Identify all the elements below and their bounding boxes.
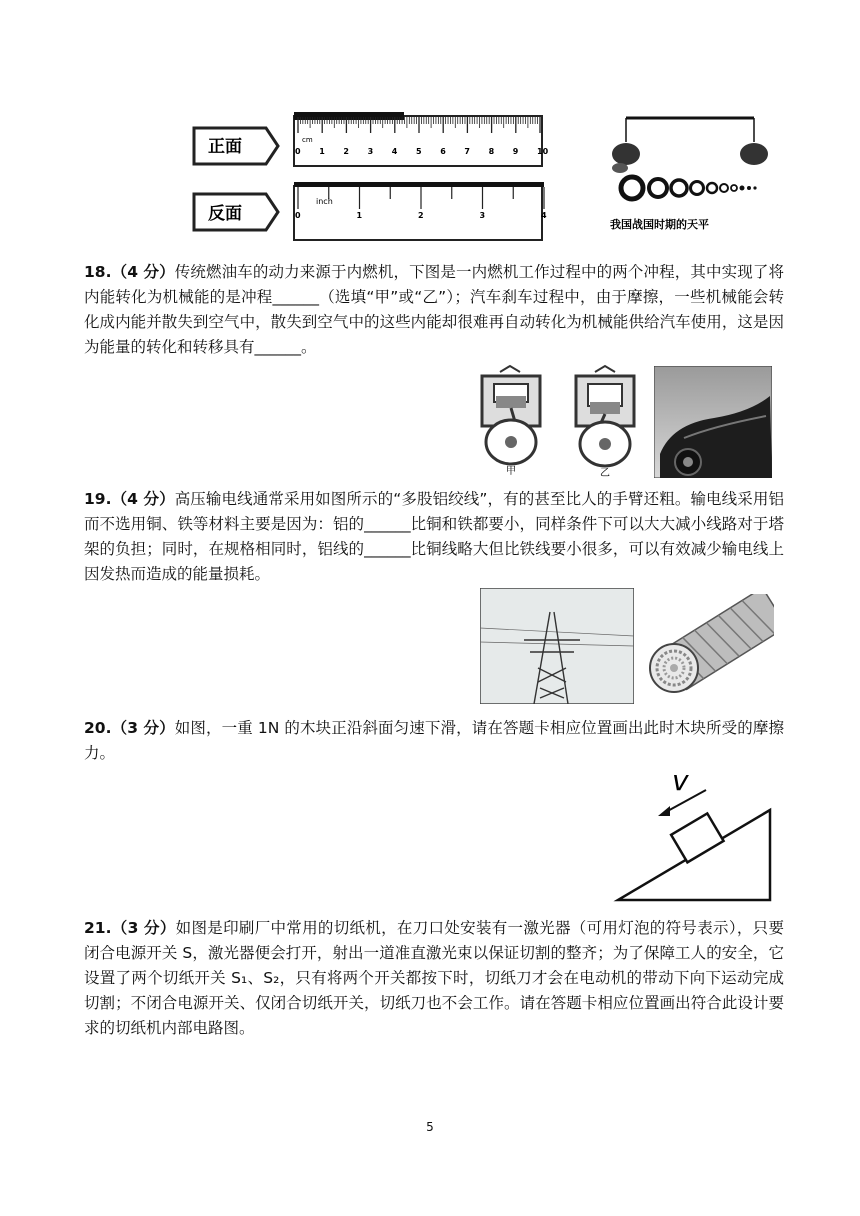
cm-unit-label: cm xyxy=(302,136,313,144)
balance-caption: 我国战国时期的天平 xyxy=(610,218,709,231)
question-score: （4 分） xyxy=(111,490,175,508)
inch-tick-label: 1 xyxy=(356,211,363,220)
inch-tick-label: 0 xyxy=(295,211,301,220)
cm-tick-label: 7 xyxy=(464,147,470,156)
cm-tick-label: 5 xyxy=(416,147,422,156)
velocity-label: v xyxy=(672,766,689,797)
question-text: 高压输电线通常采用如图所示的“多股铝绞线”，有的甚至比人的手臂还粗。输电线采用铝而不选用铜、铁等材料主要是因为：铝的______比铜和铁都要小，同样条件下可以大大减小线路对于塔架的负担；同时，在规格相同时，铝线的______比铜线略大但比铁线要小很多，可以有效减少输电线上因发热而造成的能量损耗。 xyxy=(84,490,784,583)
question-score: （4 分） xyxy=(111,263,175,281)
incline-block-figure xyxy=(610,766,776,906)
engine-strokes-figure xyxy=(470,362,650,482)
cm-tick-label: 8 xyxy=(488,147,495,156)
question-number: 18. xyxy=(84,263,112,281)
question-19 xyxy=(84,487,784,587)
cm-tick-label: 10 xyxy=(537,147,548,156)
question-text: 如图，一重 1N 的木块正沿斜面匀速下滑，请在答题卡相应位置画出此时木块所受的摩擦力。 xyxy=(84,719,784,762)
stroke-a-label: 甲 xyxy=(506,466,516,477)
question-number: 21. xyxy=(84,919,112,937)
cm-tick-label: 9 xyxy=(512,147,519,156)
question-21 xyxy=(84,916,784,1041)
stroke-b-label: 乙 xyxy=(600,468,610,479)
inch-tick-label: 2 xyxy=(418,211,424,220)
cm-tick-label: 6 xyxy=(440,147,446,156)
engine-stroke-b xyxy=(576,366,634,479)
weights-row xyxy=(621,177,757,199)
question-20 xyxy=(84,716,784,766)
cm-tick-label: 4 xyxy=(391,147,398,156)
question-score: （3 分） xyxy=(111,919,176,937)
braking-car-photo xyxy=(654,366,772,478)
cm-tick-label: 1 xyxy=(319,147,325,156)
page-number: 5 xyxy=(426,1120,434,1134)
ruler-figure xyxy=(188,108,548,248)
question-score: （3 分） xyxy=(111,719,175,737)
inch-tick-label: 3 xyxy=(479,211,486,220)
ruler-back-label: 反面 xyxy=(208,204,242,224)
inch-tick-label: 4 xyxy=(541,211,547,220)
cm-tick-label: 3 xyxy=(367,147,374,156)
question-number: 20. xyxy=(84,719,112,737)
question-text: 如图是印刷厂中常用的切纸机，在刀口处安装有一激光器（可用灯泡的符号表示），只要闭合电源开关 S，激光器便会打开，射出一道准直激光束以保证切割的整齐；为了保障工人的安全，它设置了两个切纸开关 S₁、S₂，只有将两个开关都按下时，切纸刀才会在电动机的带动下向下运动完成切割；不闭合电源开关、仅闭合切纸开关，切纸刀也不会工作。请在答题卡相应位置画出符合此设计要求的切纸机内部电路图。 xyxy=(84,919,784,1037)
ancient-balance-figure xyxy=(600,108,776,238)
cm-tick-label: 2 xyxy=(343,147,349,156)
power-tower-photo xyxy=(480,588,634,704)
cm-tick-label: 0 xyxy=(295,147,301,156)
stranded-cable-photo xyxy=(648,594,774,700)
question-text: 传统燃油车的动力来源于内燃机，下图是一内燃机工作过程中的两个冲程，其中实现了将内能转化为机械能的是冲程______（选填“甲”或“乙”）；汽车刹车过程中，由于摩擦，一些机械能会转化成内能并散失到空气中，散失到空气中的这些内能却很难再自动转化为机械能供给汽车使用，这是因为能量的转化和转移具有______。 xyxy=(84,263,784,356)
question-number: 19. xyxy=(84,490,112,508)
question-18 xyxy=(84,260,784,360)
engine-stroke-a xyxy=(482,366,540,477)
ruler-front-label: 正面 xyxy=(208,137,242,157)
inch-unit-label: inch xyxy=(316,197,333,206)
